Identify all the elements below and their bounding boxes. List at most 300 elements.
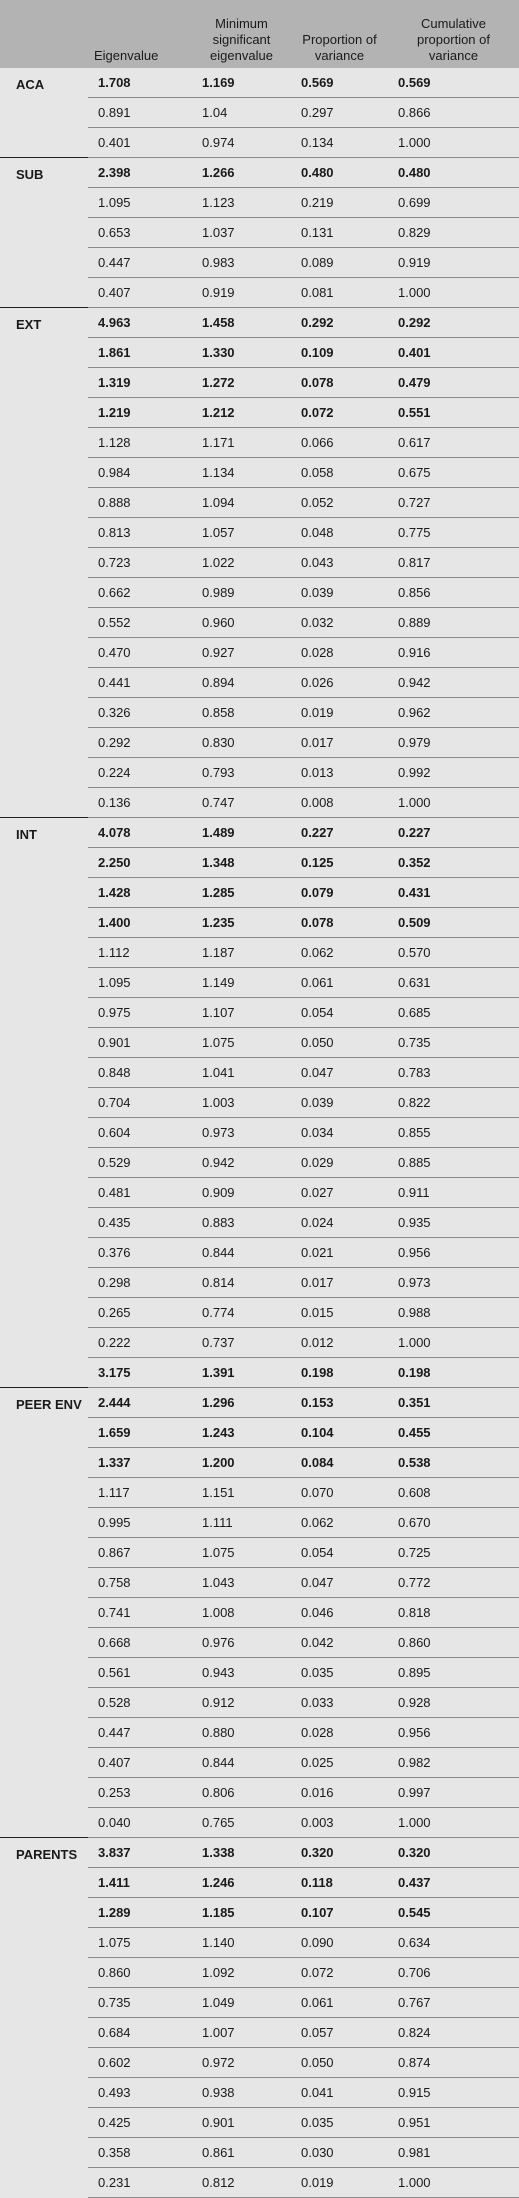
- min-significant-cell: 0.883: [192, 1208, 291, 1238]
- table-row: [0, 1388, 519, 1418]
- min-significant-cell: 0.814: [192, 1268, 291, 1298]
- cumulative-cell: 0.227: [388, 818, 519, 848]
- min-significant-cell: 1.185: [192, 1898, 291, 1928]
- cumulative-cell: 0.617: [388, 428, 519, 458]
- cumulative-cell: 0.675: [388, 458, 519, 488]
- cumulative-cell: 0.829: [388, 218, 519, 248]
- cumulative-cell: 0.725: [388, 1538, 519, 1568]
- min-significant-cell: 1.200: [192, 1448, 291, 1478]
- table-header: [0, 0, 519, 68]
- cumulative-cell: 1.000: [388, 1808, 519, 1838]
- cumulative-cell: 0.320: [388, 1838, 519, 1868]
- cumulative-cell: 0.916: [388, 638, 519, 668]
- header-proportion-of-variance: Proportion of variance: [291, 0, 388, 68]
- min-significant-cell: 0.880: [192, 1718, 291, 1748]
- cumulative-cell: 0.431: [388, 878, 519, 908]
- eigenvalue-cell: 0.888: [88, 488, 192, 518]
- proportion-cell: 0.058: [291, 458, 388, 488]
- proportion-cell: 0.153: [291, 1388, 388, 1418]
- proportion-cell: 0.104: [291, 1418, 388, 1448]
- min-significant-cell: 1.171: [192, 428, 291, 458]
- min-significant-cell: 1.212: [192, 398, 291, 428]
- proportion-cell: 0.043: [291, 548, 388, 578]
- min-significant-cell: 0.909: [192, 1178, 291, 1208]
- proportion-cell: 0.079: [291, 878, 388, 908]
- eigenvalue-cell: 0.668: [88, 1628, 192, 1658]
- proportion-cell: 0.047: [291, 1058, 388, 1088]
- cumulative-cell: 0.352: [388, 848, 519, 878]
- eigenvalue-cell: 0.684: [88, 2018, 192, 2048]
- cumulative-cell: 0.981: [388, 2138, 519, 2168]
- min-significant-cell: 1.134: [192, 458, 291, 488]
- min-significant-cell: 1.092: [192, 1958, 291, 1988]
- eigenvalue-cell: 0.867: [88, 1538, 192, 1568]
- cumulative-cell: 0.767: [388, 1988, 519, 2018]
- min-significant-cell: 1.075: [192, 1538, 291, 1568]
- proportion-cell: 0.070: [291, 1478, 388, 1508]
- header-min-significant-eigenvalue: Minimum significant eigenvalue: [192, 0, 291, 68]
- cumulative-cell: 0.818: [388, 1598, 519, 1628]
- cumulative-cell: 0.569: [388, 68, 519, 98]
- cumulative-cell: 0.855: [388, 1118, 519, 1148]
- proportion-cell: 0.118: [291, 1868, 388, 1898]
- eigenvalue-cell: 0.222: [88, 1328, 192, 1358]
- cumulative-cell: 1.000: [388, 128, 519, 158]
- proportion-cell: 0.569: [291, 68, 388, 98]
- min-significant-cell: 0.960: [192, 608, 291, 638]
- header-eigenvalue: Eigenvalue: [88, 0, 192, 68]
- cumulative-cell: 0.860: [388, 1628, 519, 1658]
- proportion-cell: 0.131: [291, 218, 388, 248]
- min-significant-cell: 1.037: [192, 218, 291, 248]
- eigenvalue-cell: 0.481: [88, 1178, 192, 1208]
- min-significant-cell: 1.007: [192, 2018, 291, 2048]
- table-row: [0, 818, 519, 848]
- min-significant-cell: 1.107: [192, 998, 291, 1028]
- group-label: EXT: [0, 308, 88, 818]
- table-row: [0, 1838, 519, 1868]
- min-significant-cell: 1.149: [192, 968, 291, 998]
- eigenvalue-cell: 0.136: [88, 788, 192, 818]
- min-significant-cell: 0.983: [192, 248, 291, 278]
- cumulative-cell: 0.822: [388, 1088, 519, 1118]
- cumulative-cell: 0.706: [388, 1958, 519, 1988]
- proportion-cell: 0.017: [291, 728, 388, 758]
- proportion-cell: 0.125: [291, 848, 388, 878]
- cumulative-cell: 0.292: [388, 308, 519, 338]
- eigenvalue-cell: 0.407: [88, 1748, 192, 1778]
- proportion-cell: 0.084: [291, 1448, 388, 1478]
- proportion-cell: 0.015: [291, 1298, 388, 1328]
- cumulative-cell: 1.000: [388, 788, 519, 818]
- min-significant-cell: 0.844: [192, 1748, 291, 1778]
- proportion-cell: 0.035: [291, 2108, 388, 2138]
- proportion-cell: 0.198: [291, 1358, 388, 1388]
- proportion-cell: 0.109: [291, 338, 388, 368]
- min-significant-cell: 1.04: [192, 98, 291, 128]
- eigenvalue-cell: 3.175: [88, 1358, 192, 1388]
- cumulative-cell: 0.198: [388, 1358, 519, 1388]
- eigenvalue-cell: 1.095: [88, 188, 192, 218]
- cumulative-cell: 0.775: [388, 518, 519, 548]
- min-significant-cell: 0.844: [192, 1238, 291, 1268]
- proportion-cell: 0.048: [291, 518, 388, 548]
- min-significant-cell: 1.041: [192, 1058, 291, 1088]
- proportion-cell: 0.042: [291, 1628, 388, 1658]
- eigenvalue-cell: 1.659: [88, 1418, 192, 1448]
- cumulative-cell: 0.942: [388, 668, 519, 698]
- cumulative-cell: 1.000: [388, 2168, 519, 2198]
- min-significant-cell: 0.861: [192, 2138, 291, 2168]
- eigenvalue-cell: 0.813: [88, 518, 192, 548]
- group-label: SUB: [0, 158, 88, 308]
- table-body: [0, 68, 519, 2198]
- proportion-cell: 0.021: [291, 1238, 388, 1268]
- min-significant-cell: 1.111: [192, 1508, 291, 1538]
- cumulative-cell: 0.956: [388, 1718, 519, 1748]
- min-significant-cell: 1.272: [192, 368, 291, 398]
- proportion-cell: 0.072: [291, 398, 388, 428]
- min-significant-cell: 1.285: [192, 878, 291, 908]
- eigenvalue-cell: 0.493: [88, 2078, 192, 2108]
- eigenvalue-cell: 1.289: [88, 1898, 192, 1928]
- proportion-cell: 0.089: [291, 248, 388, 278]
- cumulative-cell: 0.509: [388, 908, 519, 938]
- cumulative-cell: 0.545: [388, 1898, 519, 1928]
- cumulative-cell: 0.895: [388, 1658, 519, 1688]
- eigenvalue-cell: 0.848: [88, 1058, 192, 1088]
- table-row: [0, 68, 519, 98]
- proportion-cell: 0.046: [291, 1598, 388, 1628]
- proportion-cell: 0.072: [291, 1958, 388, 1988]
- min-significant-cell: 1.296: [192, 1388, 291, 1418]
- cumulative-cell: 0.885: [388, 1148, 519, 1178]
- cumulative-cell: 0.634: [388, 1928, 519, 1958]
- eigenvalue-cell: 0.435: [88, 1208, 192, 1238]
- eigenvalue-cell: 0.298: [88, 1268, 192, 1298]
- eigenvalue-cell: 0.735: [88, 1988, 192, 2018]
- eigenvalue-cell: 0.653: [88, 218, 192, 248]
- proportion-cell: 0.297: [291, 98, 388, 128]
- proportion-cell: 0.039: [291, 1088, 388, 1118]
- min-significant-cell: 0.774: [192, 1298, 291, 1328]
- eigenvalue-cell: 4.078: [88, 818, 192, 848]
- min-significant-cell: 1.094: [192, 488, 291, 518]
- proportion-cell: 0.028: [291, 1718, 388, 1748]
- proportion-cell: 0.078: [291, 908, 388, 938]
- cumulative-cell: 0.988: [388, 1298, 519, 1328]
- min-significant-cell: 0.737: [192, 1328, 291, 1358]
- cumulative-cell: 0.919: [388, 248, 519, 278]
- min-significant-cell: 1.338: [192, 1838, 291, 1868]
- min-significant-cell: 0.793: [192, 758, 291, 788]
- min-significant-cell: 1.489: [192, 818, 291, 848]
- eigenvalue-cell: 0.529: [88, 1148, 192, 1178]
- eigenvalue-cell: 0.224: [88, 758, 192, 788]
- min-significant-cell: 0.973: [192, 1118, 291, 1148]
- min-significant-cell: 0.901: [192, 2108, 291, 2138]
- cumulative-cell: 0.824: [388, 2018, 519, 2048]
- cumulative-cell: 0.455: [388, 1418, 519, 1448]
- eigenvalue-cell: 0.470: [88, 638, 192, 668]
- cumulative-cell: 0.783: [388, 1058, 519, 1088]
- proportion-cell: 0.062: [291, 938, 388, 968]
- eigenvalue-cell: 0.425: [88, 2108, 192, 2138]
- cumulative-cell: 0.935: [388, 1208, 519, 1238]
- eigenvalue-cell: 0.447: [88, 1718, 192, 1748]
- min-significant-cell: 1.187: [192, 938, 291, 968]
- proportion-cell: 0.032: [291, 608, 388, 638]
- proportion-cell: 0.016: [291, 1778, 388, 1808]
- header-cumulative-proportion: Cumulative proportion of variance: [388, 0, 519, 68]
- min-significant-cell: 0.806: [192, 1778, 291, 1808]
- min-significant-cell: 1.266: [192, 158, 291, 188]
- min-significant-cell: 1.330: [192, 338, 291, 368]
- cumulative-cell: 1.000: [388, 278, 519, 308]
- eigenvalue-cell: 1.112: [88, 938, 192, 968]
- min-significant-cell: 0.912: [192, 1688, 291, 1718]
- min-significant-cell: 1.458: [192, 308, 291, 338]
- min-significant-cell: 0.858: [192, 698, 291, 728]
- min-significant-cell: 1.003: [192, 1088, 291, 1118]
- proportion-cell: 0.027: [291, 1178, 388, 1208]
- eigenvalue-cell: 0.561: [88, 1658, 192, 1688]
- cumulative-cell: 0.928: [388, 1688, 519, 1718]
- min-significant-cell: 0.927: [192, 638, 291, 668]
- header-group: [0, 0, 88, 68]
- cumulative-cell: 0.538: [388, 1448, 519, 1478]
- min-significant-cell: 1.043: [192, 1568, 291, 1598]
- eigenvalue-cell: 0.040: [88, 1808, 192, 1838]
- proportion-cell: 0.033: [291, 1688, 388, 1718]
- eigenvalue-cell: 0.447: [88, 248, 192, 278]
- eigenvalue-cell: 3.837: [88, 1838, 192, 1868]
- proportion-cell: 0.041: [291, 2078, 388, 2108]
- eigenvalue-cell: 0.860: [88, 1958, 192, 1988]
- proportion-cell: 0.029: [291, 1148, 388, 1178]
- cumulative-cell: 0.437: [388, 1868, 519, 1898]
- min-significant-cell: 0.830: [192, 728, 291, 758]
- proportion-cell: 0.134: [291, 128, 388, 158]
- proportion-cell: 0.219: [291, 188, 388, 218]
- proportion-cell: 0.050: [291, 1028, 388, 1058]
- cumulative-cell: 0.915: [388, 2078, 519, 2108]
- eigenvalue-cell: 0.901: [88, 1028, 192, 1058]
- proportion-cell: 0.026: [291, 668, 388, 698]
- eigenvalue-cell: 2.398: [88, 158, 192, 188]
- eigenvalue-cell: 0.984: [88, 458, 192, 488]
- min-significant-cell: 0.765: [192, 1808, 291, 1838]
- cumulative-cell: 0.889: [388, 608, 519, 638]
- eigenvalue-cell: 0.292: [88, 728, 192, 758]
- min-significant-cell: 0.919: [192, 278, 291, 308]
- eigenvalue-cell: 1.428: [88, 878, 192, 908]
- min-significant-cell: 0.974: [192, 128, 291, 158]
- min-significant-cell: 1.391: [192, 1358, 291, 1388]
- group-label: PEER ENV: [0, 1388, 88, 1838]
- cumulative-cell: 0.992: [388, 758, 519, 788]
- eigenvalue-cell: 2.444: [88, 1388, 192, 1418]
- min-significant-cell: 1.049: [192, 1988, 291, 2018]
- proportion-cell: 0.061: [291, 1988, 388, 2018]
- min-significant-cell: 0.812: [192, 2168, 291, 2198]
- eigenvalue-cell: 0.231: [88, 2168, 192, 2198]
- proportion-cell: 0.320: [291, 1838, 388, 1868]
- eigenvalue-cell: 1.708: [88, 68, 192, 98]
- proportion-cell: 0.012: [291, 1328, 388, 1358]
- eigenvalue-cell: 0.401: [88, 128, 192, 158]
- min-significant-cell: 0.989: [192, 578, 291, 608]
- proportion-cell: 0.054: [291, 998, 388, 1028]
- proportion-cell: 0.480: [291, 158, 388, 188]
- eigenvalue-cell: 2.250: [88, 848, 192, 878]
- proportion-cell: 0.008: [291, 788, 388, 818]
- eigenvalue-cell: 0.441: [88, 668, 192, 698]
- cumulative-cell: 0.772: [388, 1568, 519, 1598]
- eigenvalue-cell: 1.095: [88, 968, 192, 998]
- eigenvalue-cell: 0.975: [88, 998, 192, 1028]
- cumulative-cell: 0.551: [388, 398, 519, 428]
- min-significant-cell: 0.976: [192, 1628, 291, 1658]
- eigenvalue-cell: 1.337: [88, 1448, 192, 1478]
- cumulative-cell: 0.479: [388, 368, 519, 398]
- cumulative-cell: 0.856: [388, 578, 519, 608]
- eigenvalue-cell: 0.528: [88, 1688, 192, 1718]
- eigenvalue-cell: 4.963: [88, 308, 192, 338]
- min-significant-cell: 0.943: [192, 1658, 291, 1688]
- min-significant-cell: 1.243: [192, 1418, 291, 1448]
- min-significant-cell: 1.246: [192, 1868, 291, 1898]
- eigenvalue-cell: 0.891: [88, 98, 192, 128]
- proportion-cell: 0.047: [291, 1568, 388, 1598]
- eigenvalue-cell: 0.604: [88, 1118, 192, 1148]
- min-significant-cell: 0.894: [192, 668, 291, 698]
- proportion-cell: 0.017: [291, 1268, 388, 1298]
- cumulative-cell: 0.727: [388, 488, 519, 518]
- cumulative-cell: 0.670: [388, 1508, 519, 1538]
- min-significant-cell: 0.942: [192, 1148, 291, 1178]
- cumulative-cell: 0.911: [388, 1178, 519, 1208]
- cumulative-cell: 0.735: [388, 1028, 519, 1058]
- proportion-cell: 0.003: [291, 1808, 388, 1838]
- cumulative-cell: 0.997: [388, 1778, 519, 1808]
- cumulative-cell: 0.979: [388, 728, 519, 758]
- proportion-cell: 0.024: [291, 1208, 388, 1238]
- proportion-cell: 0.081: [291, 278, 388, 308]
- proportion-cell: 0.292: [291, 308, 388, 338]
- cumulative-cell: 0.631: [388, 968, 519, 998]
- min-significant-cell: 1.075: [192, 1028, 291, 1058]
- eigenvalue-cell: 0.407: [88, 278, 192, 308]
- group-label: ACA: [16, 77, 45, 92]
- eigenvalue-cell: 0.995: [88, 1508, 192, 1538]
- group-label: INT: [0, 818, 88, 1388]
- eigenvalue-cell: 0.326: [88, 698, 192, 728]
- proportion-cell: 0.028: [291, 638, 388, 668]
- proportion-cell: 0.062: [291, 1508, 388, 1538]
- proportion-cell: 0.054: [291, 1538, 388, 1568]
- cumulative-cell: 0.570: [388, 938, 519, 968]
- eigenvalue-cell: 0.662: [88, 578, 192, 608]
- group-label: PARENTS: [0, 1838, 88, 2198]
- proportion-cell: 0.107: [291, 1898, 388, 1928]
- proportion-cell: 0.050: [291, 2048, 388, 2078]
- cumulative-cell: 0.608: [388, 1478, 519, 1508]
- cumulative-cell: 0.982: [388, 1748, 519, 1778]
- proportion-cell: 0.019: [291, 698, 388, 728]
- eigenvalue-cell: 0.602: [88, 2048, 192, 2078]
- proportion-cell: 0.019: [291, 2168, 388, 2198]
- eigenvalue-cell: 0.758: [88, 1568, 192, 1598]
- eigenvalue-cell: 1.128: [88, 428, 192, 458]
- proportion-cell: 0.090: [291, 1928, 388, 1958]
- min-significant-cell: 1.348: [192, 848, 291, 878]
- min-significant-cell: 1.235: [192, 908, 291, 938]
- cumulative-cell: 0.401: [388, 338, 519, 368]
- eigenvalue-cell: 0.552: [88, 608, 192, 638]
- eigenvalue-cell: 1.219: [88, 398, 192, 428]
- proportion-cell: 0.227: [291, 818, 388, 848]
- cumulative-cell: 0.956: [388, 1238, 519, 1268]
- eigenvalue-cell: 0.376: [88, 1238, 192, 1268]
- proportion-cell: 0.013: [291, 758, 388, 788]
- cumulative-cell: 0.874: [388, 2048, 519, 2078]
- min-significant-cell: 1.140: [192, 1928, 291, 1958]
- min-significant-cell: 1.008: [192, 1598, 291, 1628]
- min-significant-cell: 1.022: [192, 548, 291, 578]
- proportion-cell: 0.030: [291, 2138, 388, 2168]
- table-row: [0, 158, 519, 188]
- proportion-cell: 0.025: [291, 1748, 388, 1778]
- cumulative-cell: 0.973: [388, 1268, 519, 1298]
- eigenvalue-cell: 1.075: [88, 1928, 192, 1958]
- cumulative-cell: 0.685: [388, 998, 519, 1028]
- header-row: [0, 0, 519, 68]
- min-significant-cell: 0.938: [192, 2078, 291, 2108]
- cumulative-cell: 0.866: [388, 98, 519, 128]
- cumulative-cell: 0.480: [388, 158, 519, 188]
- min-significant-cell: 1.169: [192, 68, 291, 98]
- proportion-cell: 0.066: [291, 428, 388, 458]
- min-significant-cell: 1.057: [192, 518, 291, 548]
- eigenvalue-cell: 0.741: [88, 1598, 192, 1628]
- cumulative-cell: 0.962: [388, 698, 519, 728]
- eigenvalue-cell: 0.358: [88, 2138, 192, 2168]
- proportion-cell: 0.052: [291, 488, 388, 518]
- min-significant-cell: 1.151: [192, 1478, 291, 1508]
- proportion-cell: 0.078: [291, 368, 388, 398]
- cumulative-cell: 0.951: [388, 2108, 519, 2138]
- eigenvalue-cell: 1.117: [88, 1478, 192, 1508]
- cumulative-cell: 0.699: [388, 188, 519, 218]
- proportion-cell: 0.034: [291, 1118, 388, 1148]
- min-significant-cell: 0.747: [192, 788, 291, 818]
- eigenvalue-cell: 0.253: [88, 1778, 192, 1808]
- cumulative-cell: 0.817: [388, 548, 519, 578]
- proportion-cell: 0.057: [291, 2018, 388, 2048]
- proportion-cell: 0.039: [291, 578, 388, 608]
- eigenvalue-cell: 1.411: [88, 1868, 192, 1898]
- min-significant-cell: 1.123: [192, 188, 291, 218]
- proportion-cell: 0.061: [291, 968, 388, 998]
- table-row: [0, 308, 519, 338]
- eigenvalue-cell: 1.861: [88, 338, 192, 368]
- eigenvalue-cell: 0.265: [88, 1298, 192, 1328]
- cumulative-cell: 0.351: [388, 1388, 519, 1418]
- eigenvalue-cell: 1.319: [88, 368, 192, 398]
- min-significant-cell: 0.972: [192, 2048, 291, 2078]
- proportion-cell: 0.035: [291, 1658, 388, 1688]
